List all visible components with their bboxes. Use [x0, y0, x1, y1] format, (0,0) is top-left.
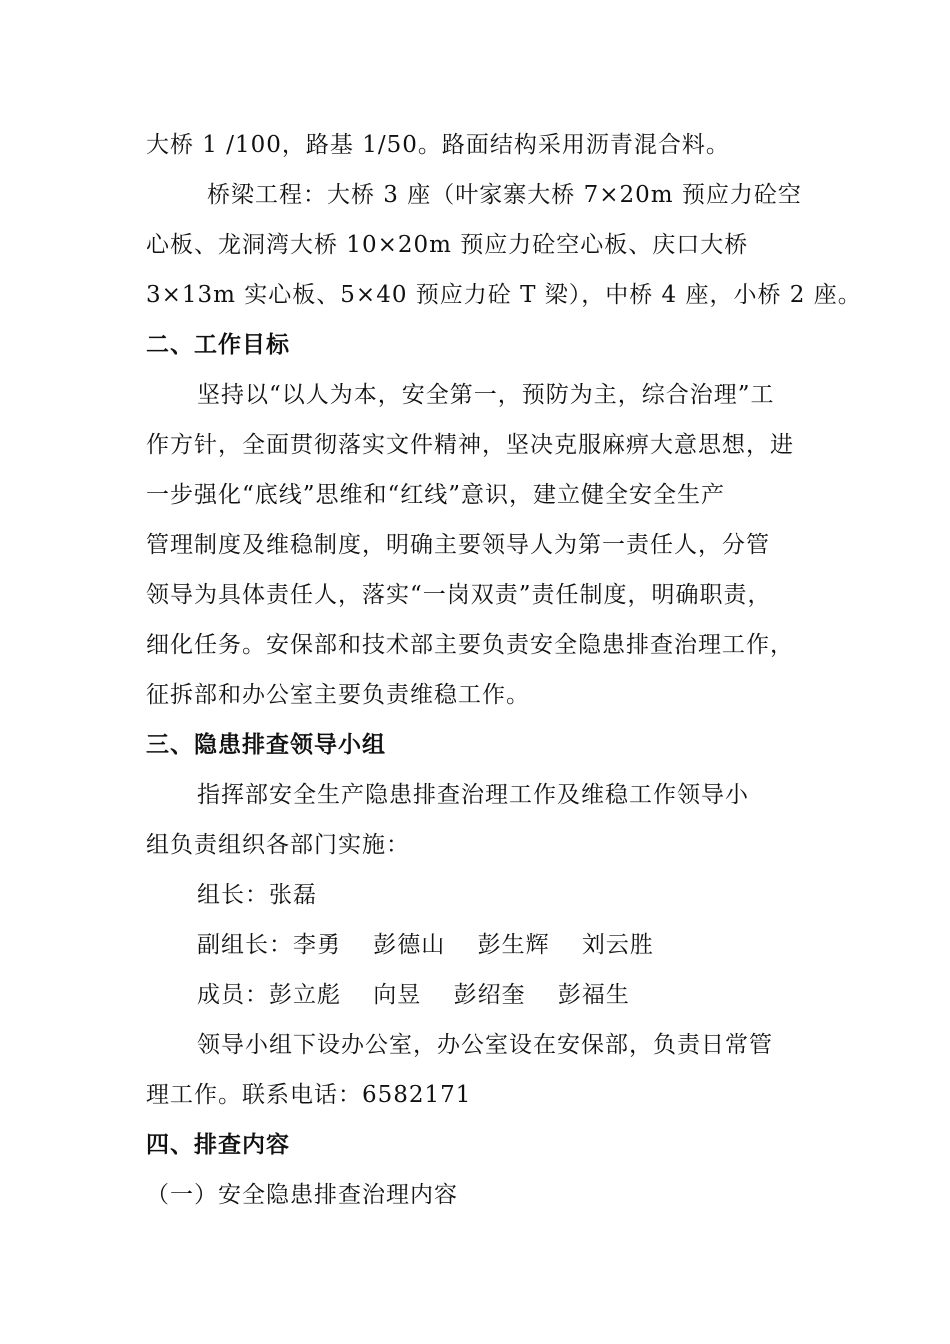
text-line-3: 心板、龙洞湾大桥 10×20m 预应力砼空心板、庆口大桥 [146, 232, 749, 258]
text-line-4: 3×13m 实心板、5×40 预应力砼 T 梁），中桥 4 座，小桥 2 座。 [146, 282, 862, 308]
text-line-9: 管理制度及维稳制度，明确主要领导人为第一责任人，分管 [146, 532, 770, 558]
section-heading-inspection-content: 四、排查内容 [146, 1132, 290, 1158]
text-line-7: 作方针，全面贯彻落实文件精神，坚决克服麻痹大意思想，进 [146, 432, 794, 458]
text-line-2: 桥梁工程：大桥 3 座（叶家寨大桥 7×20m 预应力砼空 [207, 182, 802, 208]
text-line-1: 大桥 1 /100，路基 1/50。路面结构采用沥青混合料。 [146, 132, 730, 158]
section-heading-leadership-group: 三、隐患排查领导小组 [146, 732, 386, 758]
section-heading-work-goals: 二、工作目标 [146, 332, 290, 358]
text-line-8: 一步强化“底线”思维和“红线”意识，建立健全安全生产 [146, 482, 726, 508]
group-leader-line: 组长：张磊 [197, 882, 317, 908]
text-line-12: 征拆部和办公室主要负责维稳工作。 [146, 682, 530, 708]
text-line-19: 领导小组下设办公室，办公室设在安保部，负责日常管 [197, 1032, 773, 1058]
members-line: 成员：彭立彪 向昱 彭绍奎 彭福生 [197, 982, 630, 1008]
text-line-11: 细化任务。安保部和技术部主要负责安全隐患排查治理工作， [146, 632, 794, 658]
deputy-leaders-line: 副组长：李勇 彭德山 彭生辉 刘云胜 [197, 932, 654, 958]
text-line-6: 坚持以“以人为本，安全第一，预防为主，综合治理”工 [197, 382, 775, 408]
subsection-heading-safety-hazards: （一）安全隐患排查治理内容 [146, 1182, 458, 1208]
text-line-15: 组负责组织各部门实施： [146, 832, 410, 858]
text-line-10: 领导为具体责任人，落实“一岗双责”责任制度，明确职责， [146, 582, 772, 608]
contact-phone-line: 理工作。联系电话：6582171 [146, 1082, 472, 1108]
text-line-14: 指挥部安全生产隐患排查治理工作及维稳工作领导小 [197, 782, 749, 808]
